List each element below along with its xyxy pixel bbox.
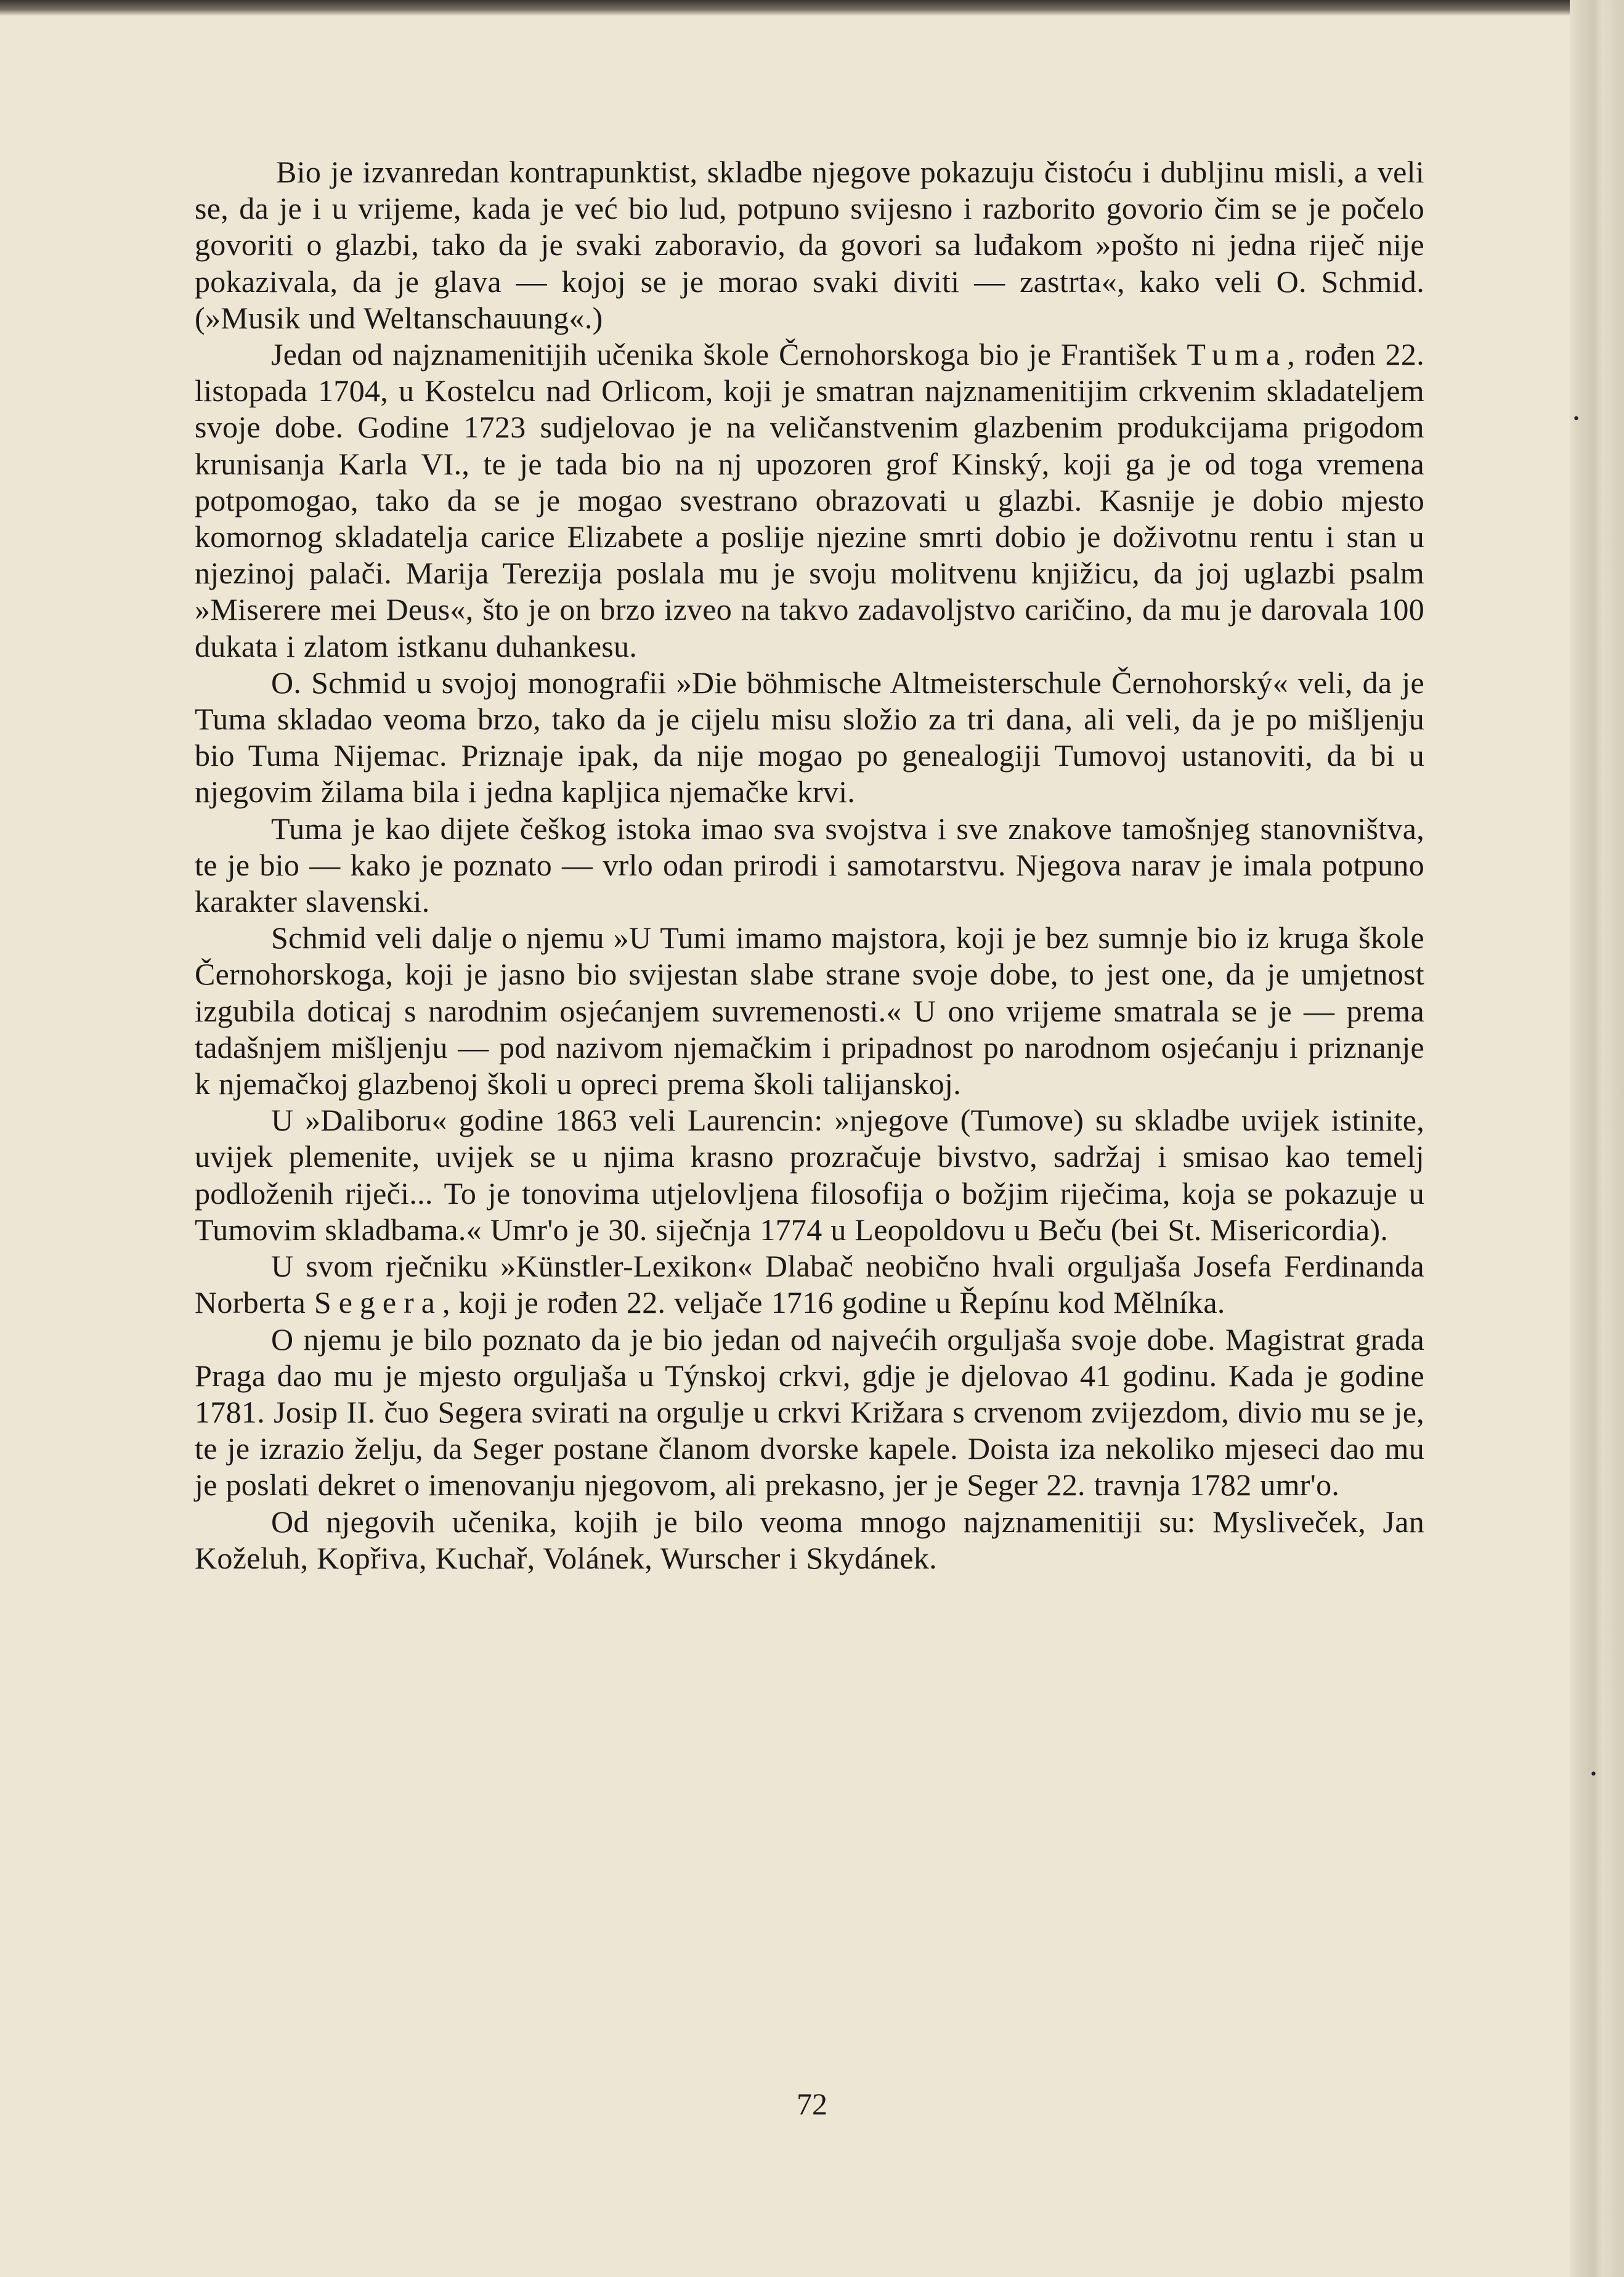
- paragraph-text: , koji je rođen 22. veljače 1716 godine u Řepínu kod Mělníka.: [442, 1285, 1225, 1320]
- paragraph: [195, 1248, 1424, 1321]
- paragraph-text: U svom rječniku »Künstler-Lexikon« Dlabač neobično hvali orguljaša Josefa Ferdinanda Norberta: [195, 1249, 1424, 1320]
- paragraph: O. Schmid u svojoj monografii »Die böhmische Altmeisterschule Černohorský« veli, da je Tuma skladao veoma brzo, tako da je cijelu misu složio za tri dana, ali veli, da je po mišljenju bio Tuma Nijemac. Priznaje ipak, da nije mogao po genealogiji Tumovoj ustanoviti, da bi u njegovim žilama bila i jedna kapljica njemačke krvi.: [195, 665, 1424, 810]
- paragraph-text: Jedan od najznamenitijih učenika škole Černohorskoga bio je František: [271, 337, 1187, 372]
- spaced-name-tuma: Tuma: [1187, 337, 1288, 372]
- margin-dot: •: [1572, 412, 1580, 427]
- body-text: [195, 154, 1424, 1577]
- spaced-name-segera: Segera: [314, 1285, 442, 1320]
- book-spine-edge: [1570, 0, 1624, 2277]
- page-top-shadow: [0, 0, 1624, 16]
- paragraph: Od njegovih učenika, kojih je bilo veoma mnogo najznamenitiji su: Mysliveček, Jan Koželuh, Kopřiva, Kuchař, Volánek, Wurscher i Skydánek.: [195, 1504, 1424, 1575]
- paragraph: U »Daliboru« godine 1863 veli Laurencin: »njegove (Tumove) su skladbe uvijek istinite, uvijek plemenite, uvijek se u njima krasno prozračuje bivstvo, sadržaj i smisao kao temelj podloženih riječi... To je tonovima utjelovljena filosofija o božjim riječima, koja se pokazuje u Tumovim skladbama.« Umr'o je 30. siječnja 1774 u Leopoldovu u Beču (bei St. Misericordia).: [195, 1103, 1424, 1247]
- paragraph: Tuma je kao dijete češkog istoka imao sva svojstva i sve znakove tamošnjeg stanovništva, te je bio — kako je poznato — vrlo odan prirodi i samotarstvu. Njegova narav je imala potpuno karakter slavenski.: [195, 811, 1424, 919]
- paragraph-text: , rođen 22. listopada 1704, u Kostelcu nad Orlicom, koji je smatran najznamenitijim crkvenim skladateljem svoje dobe. Godine 1723 sudjelovao je na veličanstvenim glazbenim produkcijama prigodom krunisanja Karla VI., te je tada bio na nj upozoren grof Kinský, koji ga je od toga vremena potpomogao, tako da se je mogao svestrano obrazovati u glazbi. Kasnije je dobio mjesto komornog skladatelja carice Elizabete a poslije njezine smrti dobio je doživotnu rentu i stan u njezinoj palači. Marija Terezija poslala mu je svoju molitvenu knjižicu, da joj uglazbi psalm »Miserere mei Deus«, što je on brzo izveo na takvo zadavoljstvo caričino, da mu je darovala 100 dukata i zlatom istkanu duhankesu.: [195, 337, 1424, 664]
- margin-dot: •: [1589, 1767, 1598, 1782]
- paragraph: O njemu je bilo poznato da je bio jedan od najvećih orguljaša svoje dobe. Magistrat grada Praga dao mu je mjesto orguljaša u Týnskoj crkvi, gdje je djelovao 41 godinu. Kada je godine 1781. Josip II. čuo Segera svirati na orgulje u crkvi Križara s crvenom zvijezdom, divio mu se je, te je izrazio želju, da Seger postane članom dvorske kapele. Doista iza nekoliko mjeseci dao mu je poslati dekret o imenovanju njegovom, ali prekasno, jer je Seger 22. travnja 1782 umr'o.: [195, 1321, 1424, 1503]
- paragraph: Schmid veli dalje o njemu »U Tumi imamo majstora, koji je bez sumnje bio iz kruga škole Černohorskoga, koji je jasno bio svijestan slabe strane svoje dobe, to jest one, da je umjetnost izgubila doticaj s narodnim osjećanjem suvremenosti.« U ono vrijeme smatrala se je — prema tadašnjem mišljenju — pod nazivom njemačkim i pripadnost po narodnom osjećanju i priznanje k njemačkoj glazbenoj školi u opreci prema školi talijanskoj.: [195, 920, 1424, 1102]
- page-number: 72: [797, 2087, 827, 2121]
- paragraph: Bio je izvanredan kontrapunktist, skladbe njegove pokazuju čistoću i dubljinu misli, a veli se, da je i u vrijeme, kada je već bio lud, potpuno svijesno i razborito govorio čim se je počelo govoriti o glazbi, tako da je svaki zaboravio, da govori sa luđakom »pošto ni jedna riječ nije pokazivala, da je glava — kojoj se je morao svaki diviti — zastrta«, kako veli O. Schmid. (»Musik und Weltanschauung«.): [195, 155, 1424, 335]
- paragraph: [195, 336, 1424, 665]
